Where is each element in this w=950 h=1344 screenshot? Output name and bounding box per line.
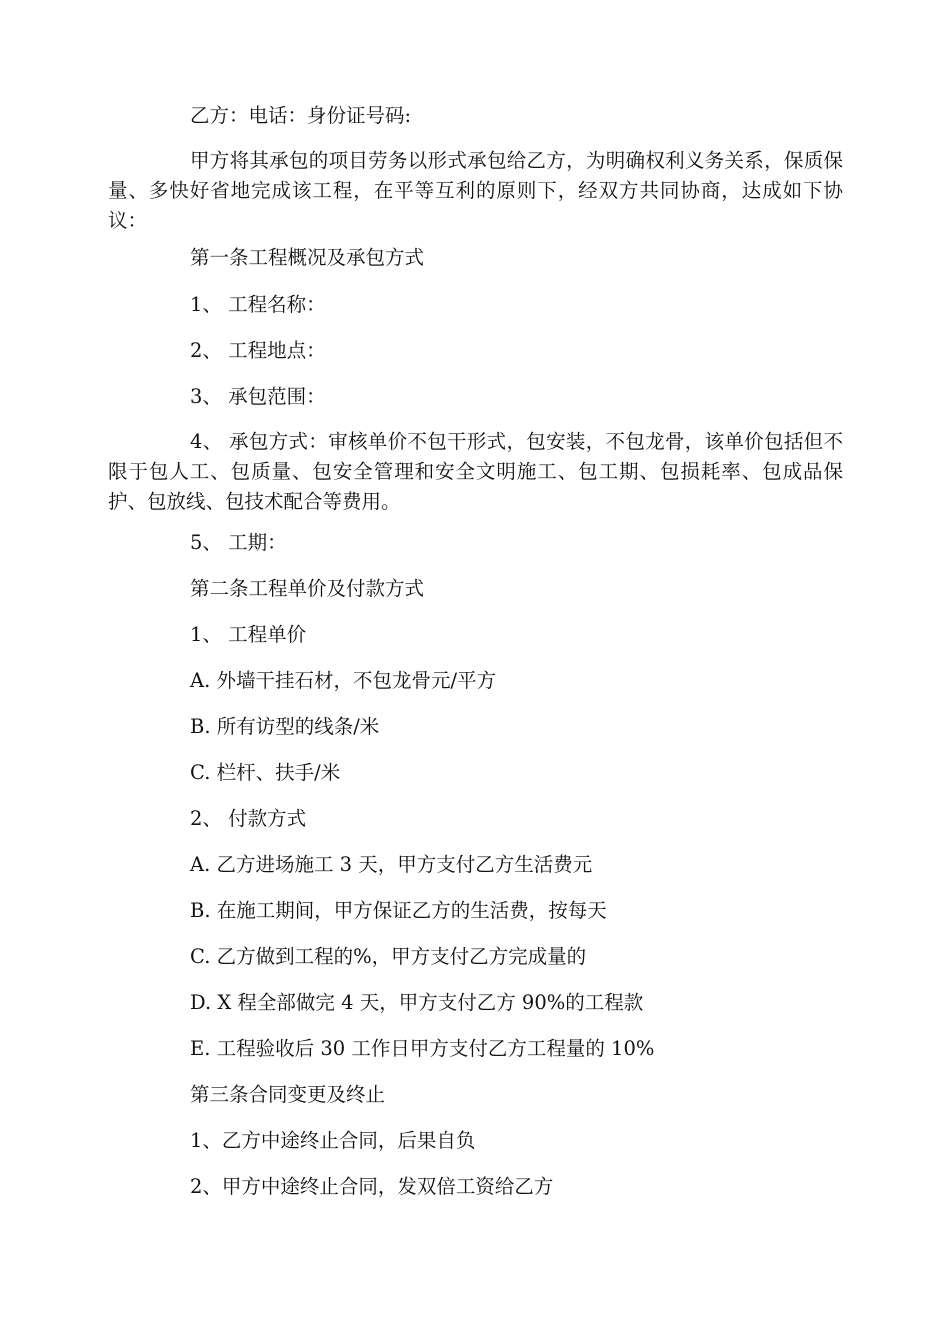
unit-price-item-c: C. 栏杆、扶手/米 — [190, 761, 341, 784]
article-1-item-duration: 5、 工期： — [190, 531, 287, 554]
article-3-item-2: 2、甲方中途终止合同，发双倍工资给乙方 — [190, 1175, 554, 1198]
article-1-item-project-location: 2、 工程地点： — [190, 339, 326, 362]
unit-price-item-a: A. 外墙干挂石材，不包龙骨元/平方 — [190, 669, 497, 692]
article-3-heading: 第三条合同变更及终止 — [190, 1083, 386, 1106]
article-2-heading: 第二条工程单价及付款方式 — [190, 577, 425, 600]
unit-price-title: 1、 工程单价 — [190, 623, 307, 646]
unit-price-item-b: B. 所有访型的线条/米 — [190, 715, 380, 738]
payment-title: 2、 付款方式 — [190, 807, 307, 830]
intro-paragraph: 甲方将其承包的项目劳务以形式承包给乙方，为明确权利义务关系，保质保量、多快好省地完成该工程，在平等互利的原则下，经双方共同协商，达成如下协议： — [108, 149, 843, 232]
article-1-heading: 第一条工程概况及承包方式 — [190, 246, 425, 269]
payment-item-d: D. X 程全部做完 4 天，甲方支付乙方 90%的工程款 — [190, 991, 644, 1014]
payment-item-b: B. 在施工期间，甲方保证乙方的生活费，按每天 — [190, 899, 607, 922]
payment-item-e: E. 工程验收后 30 工作日甲方支付乙方工程量的 10% — [190, 1037, 655, 1060]
payment-item-a: A. 乙方进场施工 3 天，甲方支付乙方生活费元 — [190, 853, 593, 876]
article-1-item-project-name: 1、 工程名称： — [190, 293, 326, 316]
party-b-info-line: 乙方：电话：身份证号码: — [190, 104, 412, 127]
article-1-item-scope: 3、 承包范围： — [190, 385, 326, 408]
article-3-item-1: 1、乙方中途终止合同，后果自负 — [190, 1129, 476, 1152]
payment-item-c: C. 乙方做到工程的%，甲方支付乙方完成量的 — [190, 945, 587, 968]
article-1-item-contract-method: 4、 承包方式：审核单价不包干形式，包安装，不包龙骨，该单价包括但不限于包人工、包质量、包安全管理和安全文明施工、包工期、包损耗率、包成品保护、包放线、包技术配合等费用。 — [108, 430, 843, 513]
